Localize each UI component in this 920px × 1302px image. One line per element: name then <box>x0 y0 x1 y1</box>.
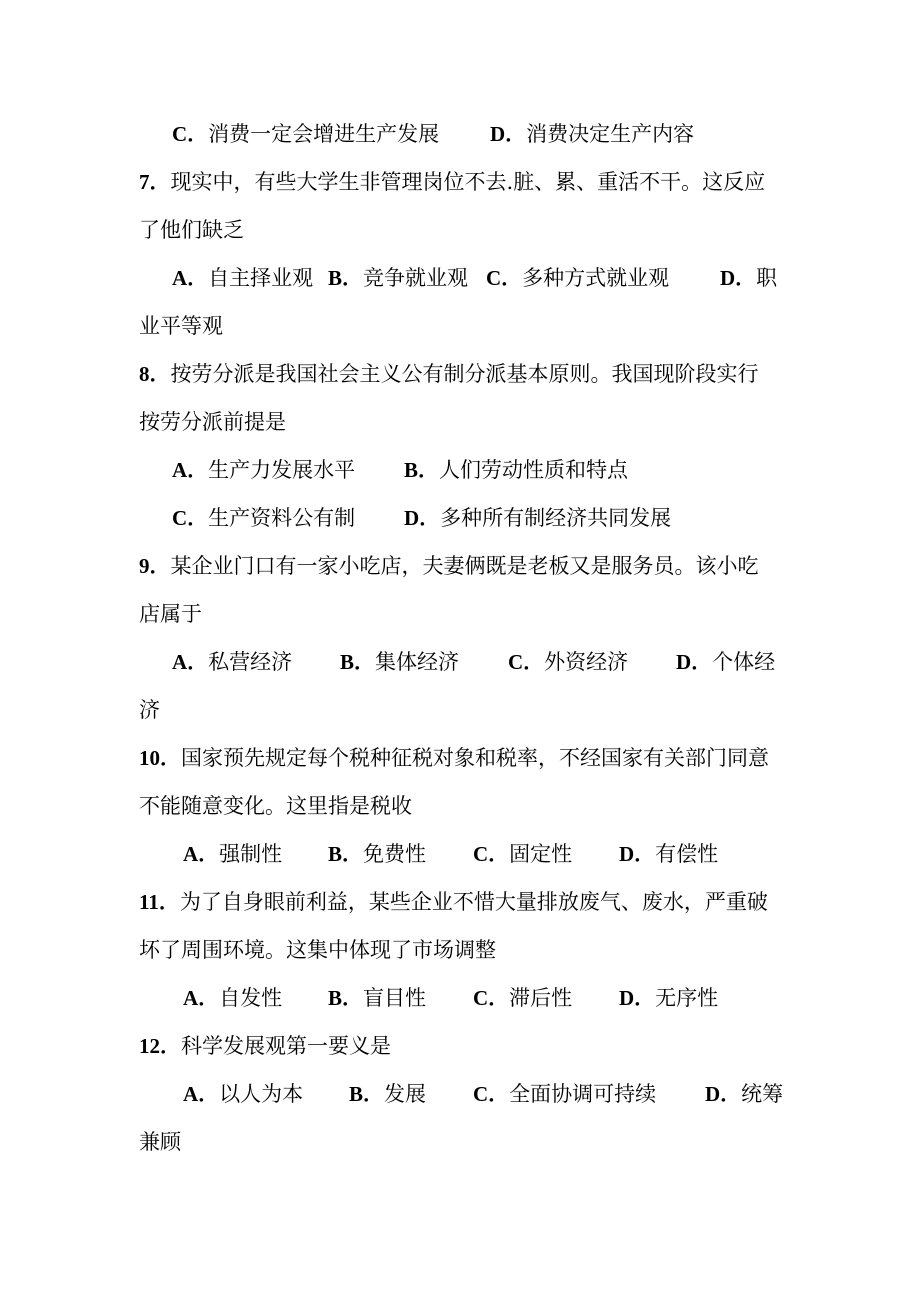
question-line <box>139 552 759 580</box>
question-text: 按劳分派是我国社会主义公有制分派基本原则。我国现阶段实行 <box>170 362 759 386</box>
question-line <box>139 600 202 628</box>
option-line <box>139 312 223 340</box>
question-text: 了他们缺乏 <box>139 218 244 242</box>
option-text: 外资经济 <box>544 650 629 674</box>
option-text: 业平等观 <box>139 314 223 338</box>
option-text: 固定性 <box>509 842 573 866</box>
question-text: 科学发展观第一要义是 <box>181 1034 391 1058</box>
option-text: 个体经 <box>712 650 776 674</box>
option-text: 消费决定生产内容 <box>526 122 695 146</box>
option-label: A． <box>183 986 220 1010</box>
option-text: 全面协调可持续 <box>509 1082 657 1106</box>
question-line <box>139 1032 391 1060</box>
question-text: 现实中，有些大学生非管理岗位不去.脏、累、重活不干。这反应 <box>170 170 766 194</box>
question-line <box>139 888 768 916</box>
question-text: 为了自身眼前利益，某些企业不惜大量排放废气、废水，严重破 <box>179 890 768 914</box>
option-label: A． <box>183 1082 220 1106</box>
option-label: C． <box>486 266 523 290</box>
question-number: 9． <box>139 554 171 578</box>
option-text: 自主择业观 <box>208 266 314 290</box>
question-line <box>139 408 286 436</box>
question-line <box>139 744 769 772</box>
option-text: 有偿性 <box>655 842 719 866</box>
option-text: 以人为本 <box>219 1082 304 1106</box>
option-text: 多种方式就业观 <box>522 266 670 290</box>
question-number: 11． <box>139 890 180 914</box>
option-line <box>183 840 743 868</box>
question-text: 某企业门口有一家小吃店，夫妻俩既是老板又是服务员。该小吃 <box>170 554 759 578</box>
option-label: A． <box>172 266 209 290</box>
option-text: 私营经济 <box>208 650 293 674</box>
option-label: D． <box>705 1082 742 1106</box>
option-label: C． <box>172 122 209 146</box>
option-text: 竞争就业观 <box>363 266 469 290</box>
option-label: B． <box>340 650 376 674</box>
question-text: 不能随意变化。这里指是税收 <box>139 794 412 818</box>
option-label: B． <box>328 986 364 1010</box>
option-text: 济 <box>139 698 160 722</box>
option-text: 强制性 <box>219 842 283 866</box>
option-label: D． <box>676 650 713 674</box>
option-label: D． <box>619 842 656 866</box>
question-line <box>139 216 244 244</box>
question-number: 10． <box>139 746 181 770</box>
option-line <box>172 264 792 292</box>
option-label: D． <box>404 506 441 530</box>
option-text: 自发性 <box>219 986 283 1010</box>
option-line <box>183 1080 793 1108</box>
option-text: 消费一定会增进生产发展 <box>208 122 440 146</box>
question-text: 坏了周围环境。这集中体现了市场调整 <box>139 938 496 962</box>
option-text: 发展 <box>384 1082 427 1106</box>
option-text: 兼顾 <box>139 1130 181 1154</box>
question-text: 店属于 <box>139 602 202 626</box>
option-line <box>139 1128 181 1156</box>
option-label: C． <box>508 650 545 674</box>
option-label: D． <box>720 266 757 290</box>
option-label: B． <box>349 1082 385 1106</box>
option-label: C． <box>473 986 510 1010</box>
question-line <box>139 168 765 196</box>
question-text: 国家预先规定每个税种征税对象和税率，不经国家有关部门同意 <box>181 746 769 770</box>
question-number: 7． <box>139 170 171 194</box>
option-text: 人们劳动性质和特点 <box>439 458 629 482</box>
option-line <box>172 120 695 148</box>
option-label: B． <box>328 842 364 866</box>
option-text: 滞后性 <box>509 986 573 1010</box>
option-label: A． <box>172 458 209 482</box>
option-line <box>183 984 743 1012</box>
option-text: 生产资料公有制 <box>208 506 356 530</box>
option-text: 盲目性 <box>363 986 427 1010</box>
option-line <box>172 504 692 532</box>
question-line <box>139 936 496 964</box>
option-text: 生产力发展水平 <box>208 458 356 482</box>
option-label: A． <box>183 842 220 866</box>
question-line <box>139 360 759 388</box>
option-line <box>172 648 792 676</box>
option-label: C． <box>172 506 209 530</box>
option-label: B． <box>404 458 440 482</box>
question-line <box>139 792 412 820</box>
option-text: 无序性 <box>655 986 719 1010</box>
option-line <box>172 456 672 484</box>
option-label: C． <box>473 1082 510 1106</box>
question-number: 12． <box>139 1034 181 1058</box>
question-number: 8． <box>139 362 171 386</box>
option-label: B． <box>328 266 364 290</box>
option-label: C． <box>473 842 510 866</box>
option-text: 职 <box>756 266 778 290</box>
option-text: 多种所有制经济共同发展 <box>440 506 672 530</box>
option-text: 集体经济 <box>375 650 460 674</box>
option-text: 免费性 <box>363 842 427 866</box>
option-label: D． <box>490 122 527 146</box>
option-line <box>139 696 160 724</box>
option-label: A． <box>172 650 209 674</box>
question-text: 按劳分派前提是 <box>139 410 286 434</box>
option-text: 统筹 <box>741 1082 784 1106</box>
option-label: D． <box>619 986 656 1010</box>
